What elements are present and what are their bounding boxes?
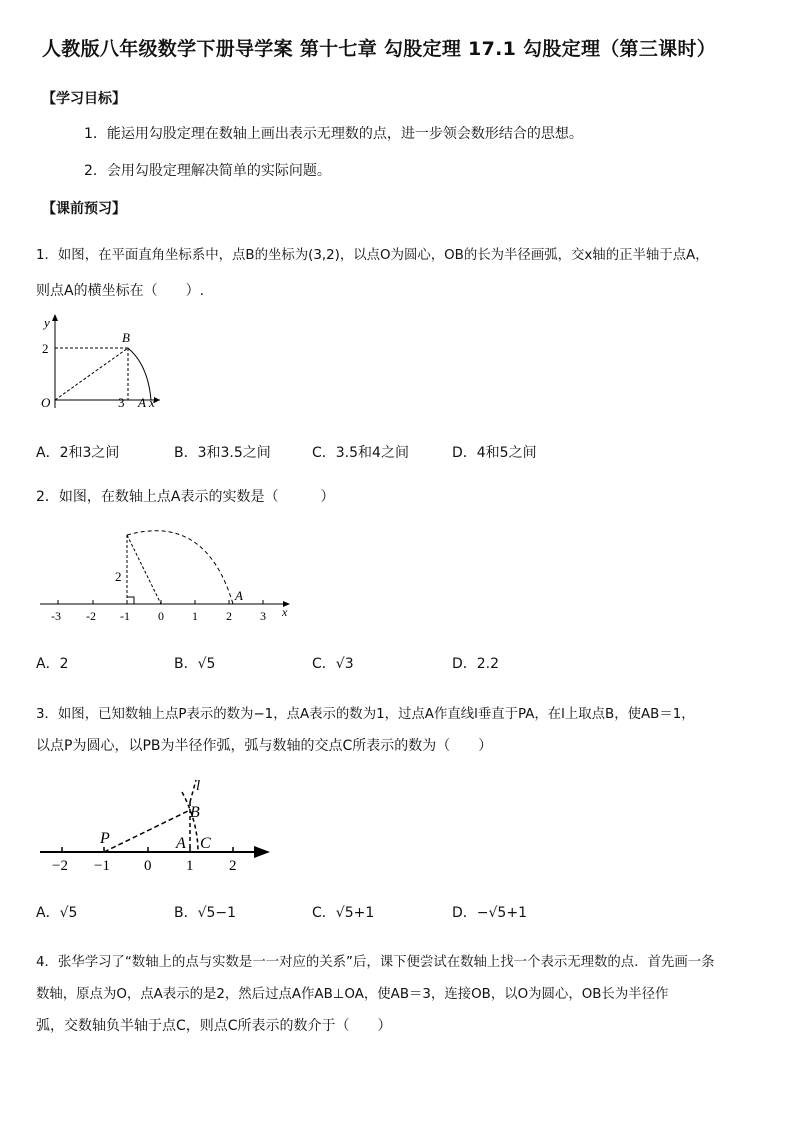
- q3-label-a: A: [176, 835, 186, 852]
- q2-height-label: 2: [115, 569, 122, 584]
- q2-tick-label: -2: [86, 609, 96, 623]
- q2-option-b[interactable]: B．√5: [174, 656, 216, 672]
- q3-tick-label: 2: [229, 858, 237, 874]
- q3-figure: [36, 772, 276, 877]
- q2-tick-label: -3: [51, 609, 61, 623]
- objectives-heading: 【学习目标】: [42, 91, 126, 107]
- q2-tick-label: -1: [120, 609, 130, 623]
- q4-text-line3: 弧，交数轴负半轴于点C，则点C所表示的数介于（ ）: [36, 1018, 392, 1034]
- q2-text-line1: 2．如图，在数轴上点A表示的实数是（ ）: [36, 489, 335, 505]
- q3-option-a[interactable]: A．√5: [36, 905, 78, 921]
- q1-option-b[interactable]: B．3和3.5之间: [174, 445, 271, 461]
- q2-label-a: A: [235, 588, 243, 603]
- q2-hypotenuse: [127, 535, 161, 604]
- q1-arc: [128, 348, 151, 400]
- q2-x-label: x: [282, 605, 288, 619]
- q2-tick-label: 2: [226, 609, 232, 623]
- objective-item-2: 2．会用勾股定理解决简单的实际问题。: [84, 163, 331, 179]
- q3-label-l: l: [196, 778, 201, 794]
- q1-text-line2: 则点A的横坐标在（ ）.: [36, 283, 205, 299]
- q4-text-line2: 数轴，原点为O，点A表示的是2，然后过点A作AB⊥OA，使AB＝3，连接OB，以O为圆心，OB长为半径作: [36, 987, 669, 1002]
- q2-tick-label: 3: [260, 609, 266, 623]
- q3-option-b[interactable]: B．√5−1: [174, 905, 237, 921]
- q3-label-b: B: [190, 804, 200, 821]
- q1-option-a[interactable]: A．2和3之间: [36, 445, 120, 461]
- q3-tick-label: 1: [186, 858, 194, 874]
- q3-label-p: P: [100, 830, 110, 847]
- q2-tick-label: 0: [158, 609, 164, 623]
- q2-option-a[interactable]: A．2: [36, 656, 69, 672]
- q3-tick-label: −1: [94, 858, 110, 874]
- q2-right-angle: [127, 597, 134, 604]
- q2-option-d[interactable]: D．2.2: [452, 656, 500, 672]
- q3-tick-label: −2: [52, 858, 68, 874]
- q2-option-c[interactable]: C．√3: [312, 656, 354, 672]
- q1-tick-2: 2: [42, 341, 49, 356]
- q1-label-o: O: [41, 395, 51, 410]
- q3-option-d[interactable]: D．−√5+1: [452, 905, 527, 921]
- q3-text-line1: 3．如图，已知数轴上点P表示的数为−1，点A表示的数为1，过点A作直线l垂直于PA，在l上取点B，使AB＝1，: [36, 707, 695, 722]
- q3-option-c[interactable]: C．√5+1: [312, 905, 375, 921]
- q1-x-label: x: [149, 395, 155, 410]
- q3-text-line2: 以点P为圆心，以PB为半径作弧，弧与数轴的交点C所表示的数为（ ）: [36, 738, 493, 754]
- q1-figure: [30, 310, 170, 415]
- q1-tick-3: 3: [118, 395, 125, 410]
- q1-x-arrow: [154, 397, 160, 403]
- q3-arrow: [254, 846, 270, 858]
- q1-y-label: y: [44, 315, 50, 330]
- objective-item-1: 1．能运用勾股定理在数轴上画出表示无理数的点，进一步领会数形结合的思想。: [84, 126, 583, 142]
- q4-text-line1: 4．张华学习了“数轴上的点与实数是一一对应的关系”后，课下便尝试在数轴上找一个表示无理数的点．首先画一条: [36, 955, 715, 970]
- q1-text-line1: 1．如图，在平面直角坐标系中，点B的坐标为(3,2)，以点O为圆心，OB的长为半径画弧，交x轴的正半轴于点A，: [36, 248, 709, 263]
- q2-tick-label: 1: [192, 609, 198, 623]
- q1-option-c[interactable]: C．3.5和4之间: [312, 445, 409, 461]
- q3-label-c: C: [200, 835, 211, 852]
- q1-option-d[interactable]: D．4和5之间: [452, 445, 537, 461]
- page-title: 人教版八年级数学下册导学案 第十七章 勾股定理 17.1 勾股定理（第三课时）: [42, 38, 717, 60]
- q1-label-a: A: [138, 395, 146, 410]
- preview-heading: 【课前预习】: [42, 201, 126, 217]
- q1-label-b: B: [122, 330, 130, 345]
- q1-y-arrow: [52, 314, 58, 321]
- q1-dashed-ob: [55, 348, 128, 400]
- q2-figure: [36, 525, 296, 625]
- q3-tick-label: 0: [144, 858, 152, 874]
